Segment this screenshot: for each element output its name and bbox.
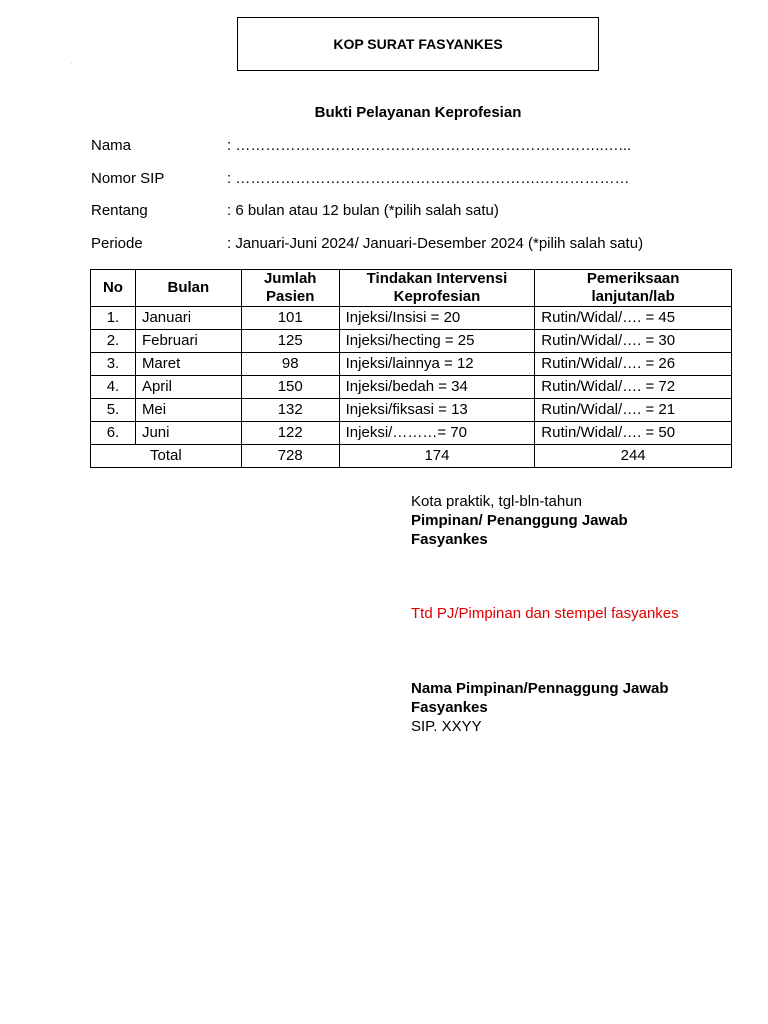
cell-bulan: Januari <box>135 307 241 330</box>
table-row <box>91 399 732 422</box>
cell-no: 3. <box>91 353 136 376</box>
header-tindakan: Tindakan Intervensi Keprofesian <box>339 270 535 307</box>
signature-name-line2: Fasyankes <box>411 699 488 716</box>
stray-dot: . <box>71 60 73 66</box>
table-row <box>91 376 732 399</box>
table-row <box>91 307 732 330</box>
field-label: Nomor SIP <box>91 170 165 187</box>
table-row <box>91 422 732 445</box>
cell-tindakan: Injeksi/Insisi = 20 <box>339 307 535 330</box>
field-periode <box>91 235 643 252</box>
table-header-row <box>91 270 732 307</box>
cell-pemeriksaan: Rutin/Widal/…. = 26 <box>535 353 732 376</box>
signature-place-date: Kota praktik, tgl-bln-tahun <box>411 493 582 510</box>
field-label: Periode <box>91 235 143 252</box>
letterhead-box <box>237 17 599 71</box>
cell-bulan: Juni <box>135 422 241 445</box>
signature-role-line2: Fasyankes <box>411 531 488 548</box>
field-value: : …………………………………………………….……………… <box>227 170 630 187</box>
cell-jumlah: 125 <box>241 330 339 353</box>
field-rentang <box>91 202 499 219</box>
total-jumlah: 728 <box>241 445 339 468</box>
cell-tindakan: Injeksi/bedah = 34 <box>339 376 535 399</box>
field-nomor-sip <box>91 170 630 187</box>
cell-jumlah: 150 <box>241 376 339 399</box>
total-pemeriksaan: 244 <box>535 445 732 468</box>
field-nama <box>91 137 631 154</box>
cell-tindakan: Injeksi/lainnya = 12 <box>339 353 535 376</box>
header-pemeriksaan: Pemeriksaan lanjutan/lab <box>535 270 732 307</box>
document-title: Bukti Pelayanan Keprofesian <box>314 104 522 121</box>
cell-pemeriksaan: Rutin/Widal/…. = 72 <box>535 376 732 399</box>
table-row <box>91 330 732 353</box>
field-value: : ………………………………………………………………..…... <box>227 137 632 154</box>
field-value: : Januari-Juni 2024/ Januari-Desember 2024 (*pilih salah satu) <box>227 235 644 252</box>
cell-bulan: Mei <box>135 399 241 422</box>
cell-tindakan: Injeksi/hecting = 25 <box>339 330 535 353</box>
letterhead-label: KOP SURAT FASYANKES <box>333 36 503 52</box>
cell-bulan: April <box>135 376 241 399</box>
total-tindakan: 174 <box>339 445 535 468</box>
field-value: : 6 bulan atau 12 bulan (*pilih salah satu) <box>227 202 499 219</box>
cell-tindakan: Injeksi/fiksasi = 13 <box>339 399 535 422</box>
table-row <box>91 353 732 376</box>
cell-pemeriksaan: Rutin/Widal/…. = 50 <box>535 422 732 445</box>
header-no: No <box>91 270 136 307</box>
header-jumlah-pasien: Jumlah Pasien <box>241 270 339 307</box>
cell-bulan: Maret <box>135 353 241 376</box>
field-label: Rentang <box>91 202 148 219</box>
cell-no: 4. <box>91 376 136 399</box>
signature-ttd-note: Ttd PJ/Pimpinan dan stempel fasyankes <box>411 605 679 622</box>
cell-no: 1. <box>91 307 136 330</box>
cell-tindakan: Injeksi/………= 70 <box>339 422 535 445</box>
cell-pemeriksaan: Rutin/Widal/…. = 30 <box>535 330 732 353</box>
header-bulan: Bulan <box>135 270 241 307</box>
cell-no: 5. <box>91 399 136 422</box>
field-label: Nama <box>91 137 132 154</box>
cell-jumlah: 101 <box>241 307 339 330</box>
cell-jumlah: 98 <box>241 353 339 376</box>
cell-no: 6. <box>91 422 136 445</box>
cell-bulan: Februari <box>135 330 241 353</box>
total-label: Total <box>91 445 242 468</box>
signature-name-line1: Nama Pimpinan/Pennaggung Jawab <box>411 680 669 697</box>
signature-sip: SIP. XXYY <box>411 718 482 735</box>
cell-jumlah: 122 <box>241 422 339 445</box>
cell-pemeriksaan: Rutin/Widal/…. = 45 <box>535 307 732 330</box>
signature-role-line1: Pimpinan/ Penanggung Jawab <box>411 512 628 529</box>
cell-pemeriksaan: Rutin/Widal/…. = 21 <box>535 399 732 422</box>
table-total-row <box>91 445 732 468</box>
cell-no: 2. <box>91 330 136 353</box>
service-table <box>90 269 732 468</box>
cell-jumlah: 132 <box>241 399 339 422</box>
